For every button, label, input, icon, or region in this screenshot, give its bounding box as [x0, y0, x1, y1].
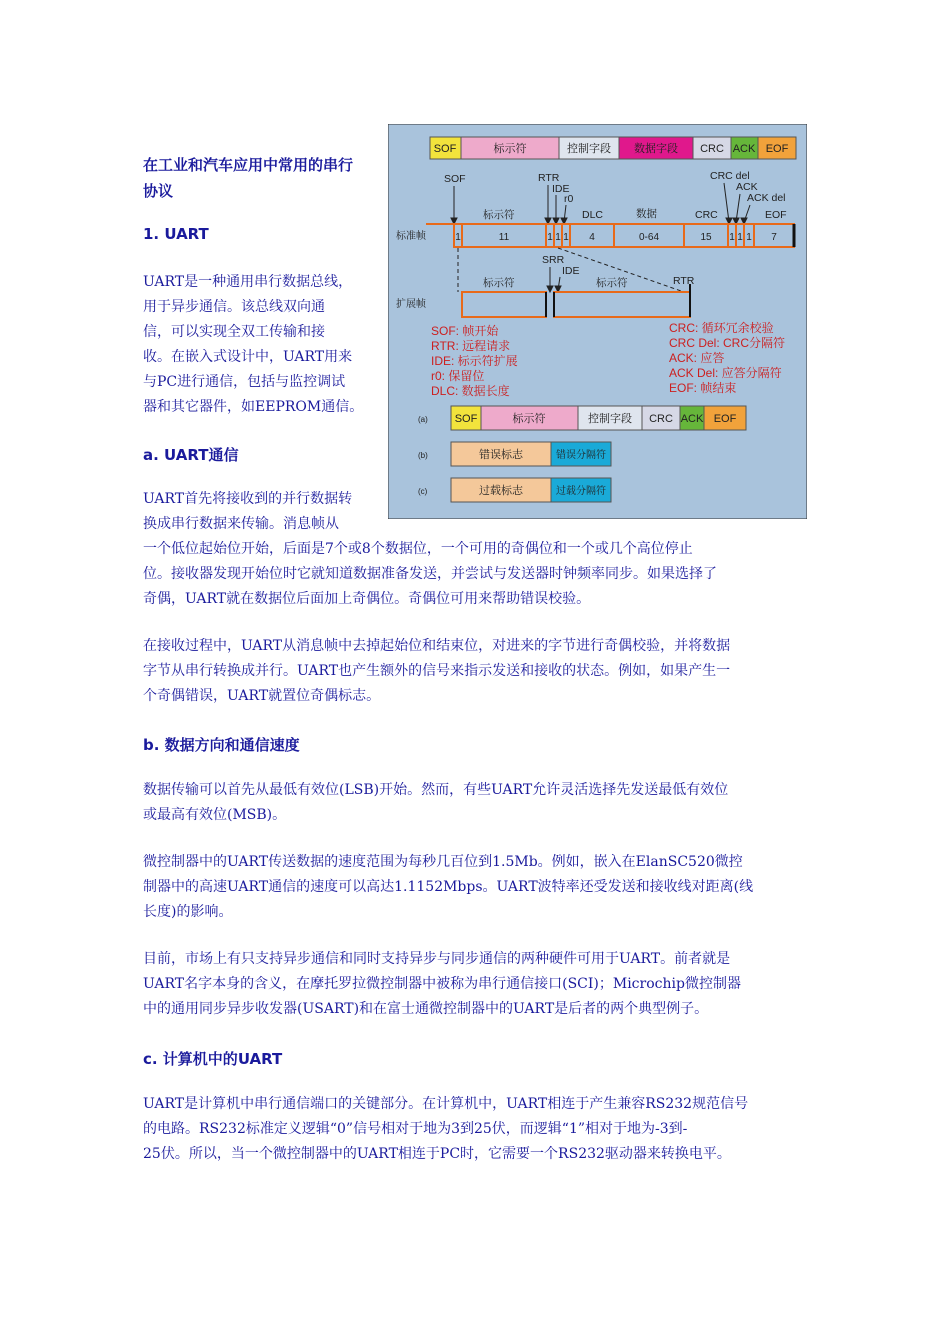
legend-item: RTR: 远程请求: [431, 339, 511, 353]
paragraph-hardware: [143, 947, 741, 1022]
text-line: 一个低位起始位开始，后面是7个或8个数据位，一个可用的奇偶位和一个或几个高位停止: [143, 541, 693, 557]
value: 1: [547, 232, 553, 243]
section-heading-a: a. UART通信: [143, 446, 239, 464]
text-line: 用于异步通信。该总线双向通: [143, 299, 325, 315]
field-data-label: 数据字段: [634, 143, 678, 155]
value: 1: [729, 232, 735, 243]
value: 1: [563, 232, 569, 243]
text-line: 或最高有效位(MSB)。: [143, 807, 287, 823]
value: 1: [737, 232, 743, 243]
value: 1: [455, 232, 461, 243]
legend-item: EOF: 帧结束: [669, 381, 737, 395]
text-line: 个奇偶错误，UART就置位奇偶标志。: [143, 688, 381, 704]
row-c-cell: 过载标志: [479, 485, 523, 497]
page-title: [143, 152, 353, 204]
row-b-cell: 错误分隔符: [556, 450, 606, 461]
row-c-cell: 过载分隔符: [556, 486, 606, 497]
legend-item: ACK: 应答: [669, 351, 725, 365]
text-line: UART是计算机中串行通信端口的关键部分。在计算机中，UART相连于产生兼容RS232规范信号: [143, 1096, 749, 1112]
label-r0: r0: [564, 193, 574, 205]
row-a-cell: EOF: [713, 413, 737, 425]
paragraph-computer-uart: [143, 1092, 748, 1167]
text-line: 微控制器中的UART传送数据的速度范围为每秒几百位到1.5Mb。例如，嵌入在ElanSC520微控: [143, 854, 743, 870]
label-ack: ACK: [736, 181, 758, 193]
field-crc-label: CRC: [700, 143, 724, 155]
standard-frame-label: 标准帧: [396, 231, 426, 242]
label-dlc: DLC: [582, 209, 604, 221]
row-c-tag: (c): [418, 487, 428, 496]
label-sof: SOF: [444, 173, 466, 185]
label-rtr: RTR: [538, 172, 560, 184]
label-ide-ext: IDE: [562, 265, 580, 277]
field-control-label: 控制字段: [567, 143, 611, 155]
legend-item: SOF: 帧开始: [431, 324, 499, 338]
title-line-2: 协议: [143, 182, 174, 200]
legend-item: DLC: 数据长度: [431, 384, 510, 398]
field-identifier-label: 标示符: [493, 143, 527, 155]
legend-item: CRC: 循环冗余校验: [669, 321, 774, 335]
row-b-fields: [451, 442, 611, 466]
text-line: 器和其它器件，如EEPROM通信。: [143, 399, 364, 415]
label-identifier-1: 标示符: [483, 277, 515, 289]
text-line: UART名字本身的含义，在摩托罗拉微控制器中被称为串行通信接口(SCI)；Microchip微控制器: [143, 976, 741, 992]
legend-item: IDE: 标示符扩展: [431, 354, 518, 368]
field-eof-label: EOF: [765, 143, 789, 155]
row-a-cell: 控制字段: [588, 413, 632, 425]
paragraph-uart-intro: [143, 270, 363, 420]
value: 7: [771, 232, 777, 243]
label-data: 数据: [636, 208, 657, 220]
row-a-cell: SOF: [454, 413, 478, 425]
text-line: 25伏。所以，当一个微控制器中的UART相连于PC时，它需要一个RS232驱动器来转换电平。: [143, 1146, 731, 1162]
text-line: 长度)的影响。: [143, 904, 233, 920]
label-eof: EOF: [765, 209, 787, 221]
text-line: 数据传输可以首先从最低有效位(LSB)开始。然而，有些UART允许灵活选择先发送最低有效位: [143, 782, 729, 798]
text-line: 目前，市场上有只支持异步通信和同时支持异步与同步通信的两种硬件可用于UART。前者就是: [143, 951, 731, 967]
value: 4: [589, 232, 595, 243]
row-a-cell: ACK: [680, 413, 704, 425]
value: 15: [700, 232, 712, 243]
legend-item: r0: 保留位: [431, 369, 485, 383]
text-line: 中的通用同步异步收发器(USART)和在富士通微控制器中的UART是后者的两个典型例子。: [143, 1001, 709, 1017]
extended-frame-label: 扩展帧: [396, 299, 426, 310]
top-field-bar: [430, 137, 796, 159]
label-identifier-2: 标示符: [596, 277, 628, 289]
can-frame-diagram: [388, 124, 807, 519]
text-line: 在接收过程中，UART从消息帧中去掉起始位和结束位，对进来的字节进行奇偶校验，并将数据: [143, 638, 731, 654]
field-sof-label: SOF: [433, 143, 457, 155]
paragraph-receive: [143, 634, 730, 709]
label-crc: CRC: [695, 209, 718, 221]
field-ack-label: ACK: [732, 143, 756, 155]
section-heading-c: c. 计算机中的UART: [143, 1050, 283, 1068]
row-a-fields: [451, 406, 746, 430]
label-ide: IDE: [552, 183, 570, 195]
value: 1: [746, 232, 752, 243]
text-line: UART是一种通用串行数据总线，: [143, 274, 353, 290]
text-line: 的电路。RS232标准定义逻辑“0”信号相对于地为3到25伏，而逻辑“1”相对于地为-3到-: [143, 1121, 688, 1137]
paragraph-speed: [143, 850, 753, 925]
text-line: 收。在嵌入式设计中，UART用来: [143, 349, 353, 365]
section-heading-b: b. 数据方向和通信速度: [143, 736, 300, 754]
row-a-tag: (a): [418, 415, 428, 424]
section-heading-uart: 1. UART: [143, 225, 209, 243]
title-line-1: 在工业和汽车应用中常用的串行: [143, 156, 354, 174]
text-line: 换成串行数据来传输。消息帧从: [143, 516, 339, 532]
text-line: 制器中的高速UART通信的速度可以高达1.1152Mbps。UART波特率还受发送和接收线对距离(线: [143, 879, 754, 895]
label-rtr-ext: RTR: [673, 275, 695, 287]
label-ack-del: ACK del: [747, 192, 786, 204]
text-line: 信，可以实现全双工传输和接: [143, 324, 325, 340]
label-identifier: 标示符: [483, 209, 515, 221]
row-c-fields: [451, 478, 611, 502]
legend-item: ACK Del: 应答分隔符: [669, 366, 782, 380]
paragraph-lsb-msb: [143, 778, 728, 828]
value: 11: [498, 232, 510, 243]
legend-item: CRC Del: CRC分隔符: [669, 336, 786, 350]
row-b-cell: 错误标志: [479, 449, 523, 461]
text-line: 与PC进行通信，包括与监控调试: [143, 374, 346, 390]
text-line: 位。接收器发现开始位时它就知道数据准备发送，并尝试与发送器时钟频率同步。如果选择了: [143, 566, 717, 582]
row-b-tag: (b): [418, 451, 428, 460]
row-a-cell: 标示符: [512, 413, 546, 425]
text-line: 奇偶，UART就在数据位后面加上奇偶位。奇偶位可用来帮助错误校验。: [143, 591, 591, 607]
label-crc-del: CRC del: [710, 170, 750, 182]
value: 1: [555, 232, 561, 243]
text-line: 字节从串行转换成并行。UART也产生额外的信号来指示发送和接收的状态。例如，如果产生一: [143, 663, 731, 679]
row-a-cell: CRC: [649, 413, 673, 425]
label-srr: SRR: [542, 254, 565, 266]
value: 0-64: [638, 232, 660, 243]
text-line: UART首先将接收到的并行数据转: [143, 491, 353, 507]
